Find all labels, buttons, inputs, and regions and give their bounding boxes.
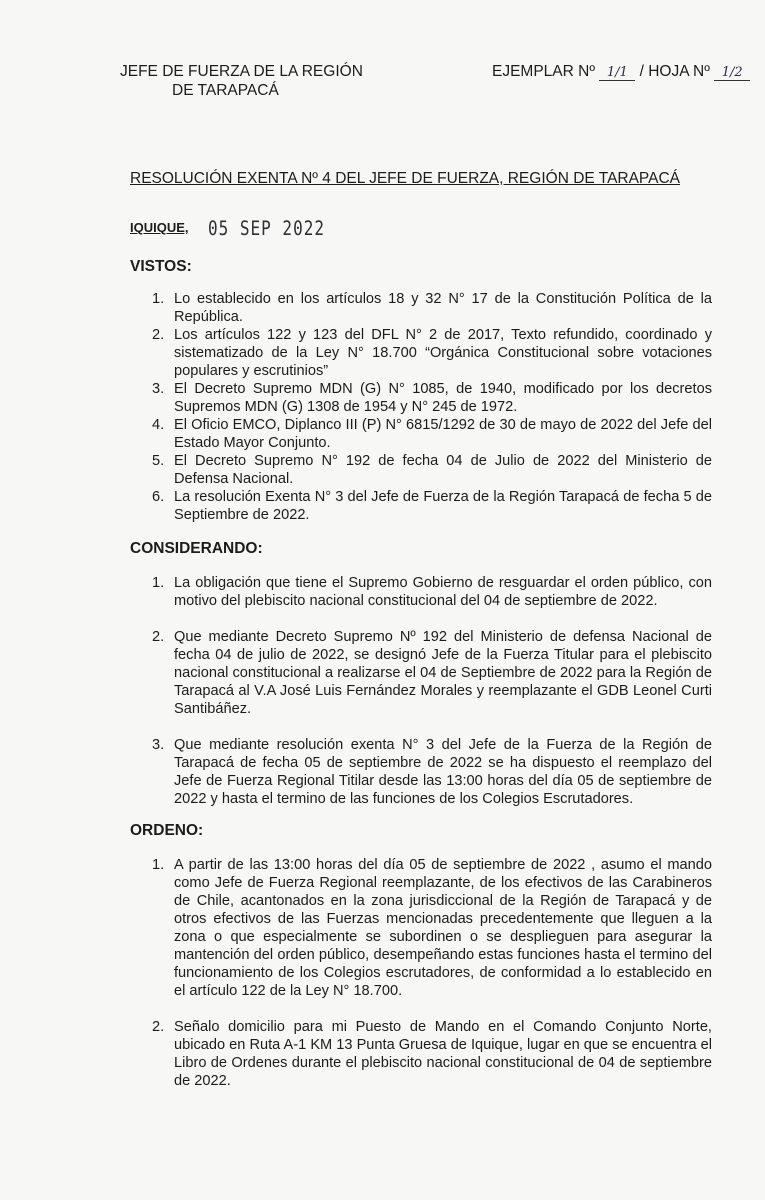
place-label: IQUIQUE,	[130, 220, 189, 235]
item-text: Los artículos 122 y 123 del DFL N° 2 de 2017, Texto refundido, coordinado y sistematizado de la Ley N° 18.700 “Orgánica Constitucional sobre votaciones populares y escrutinios”	[174, 327, 712, 379]
list-item	[152, 856, 712, 1000]
item-number: 2.	[152, 629, 165, 645]
ordeno-heading: ORDENO:	[130, 822, 204, 839]
ejemplar-label: EJEMPLAR Nº	[492, 63, 595, 80]
item-text: El Decreto Supremo MDN (G) N° 1085, de 1940, modificado por los decretos Supremos MDN (G) 1308 de 1954 y N° 245 de 1972.	[174, 381, 712, 415]
item-number: 3.	[152, 381, 165, 397]
item-text: Que mediante resolución exenta N° 3 del Jefe de la Fuerza de la Región de Tarapacá de fecha 05 de septiembre de 2022 se ha dispuesto el reemplazo del Jefe de Fuerza Regional Titilar desde las 13:00 horas del día 05 de septiembre de 2022 y hasta el termino de las funciones de los Colegios Escrutadores.	[174, 737, 712, 807]
vistos-list	[152, 290, 712, 524]
issuer-line-1: JEFE DE FUERZA DE LA REGIÓN	[120, 63, 363, 80]
considerando-heading: CONSIDERANDO:	[130, 540, 263, 557]
copy-sheet-header	[492, 62, 750, 81]
item-text: Señalo domicilio para mi Puesto de Mando en el Comando Conjunto Norte, ubicado en Ruta A-1 KM 13 Punta Gruesa de Iquique, lugar en que se encuentra el Libro de Ordenes durante el plebiscito nacional constitucional de 04 de septiembre de 2022.	[174, 1019, 712, 1089]
issuer-header	[120, 62, 363, 100]
date-stamp: 05 SEP 2022	[208, 217, 325, 240]
list-item	[152, 488, 712, 524]
item-text: El Decreto Supremo N° 192 de fecha 04 de Julio de 2022 del Ministerio de Defensa Nacional.	[174, 453, 712, 487]
hoja-label: / HOJA Nº	[639, 63, 710, 80]
issuer-line-2: DE TARAPACÁ	[172, 82, 279, 99]
item-text: Lo establecido en los artículos 18 y 32 N° 17 de la Constitución Política de la República.	[174, 291, 712, 325]
considerando-list	[152, 574, 712, 826]
item-number: 2.	[152, 327, 165, 343]
item-number: 4.	[152, 417, 165, 433]
ordeno-list	[152, 856, 712, 1108]
item-text: El Oficio EMCO, Diplanco III (P) N° 6815/1292 de 30 de mayo de 2022 del Jefe del Estado Mayor Conjunto.	[174, 417, 712, 451]
item-number: 5.	[152, 453, 165, 469]
list-item	[152, 290, 712, 326]
list-item	[152, 574, 712, 610]
list-item	[152, 326, 712, 380]
item-text: La resolución Exenta N° 3 del Jefe de Fuerza de la Región Tarapacá de fecha 5 de Septiembre de 2022.	[174, 489, 712, 523]
resolution-title: RESOLUCIÓN EXENTA Nº 4 DEL JEFE DE FUERZA, REGIÓN DE TARAPACÁ	[130, 170, 680, 187]
item-text: Que mediante Decreto Supremo Nº 192 del Ministerio de defensa Nacional de fecha 04 de julio de 2022, se designó Jefe de la Fuerza Titular para el plebiscito nacional constitucional a realizarse el 04 de Septiembre de 2022 para la Región de Tarapacá al V.A José Luis Fernández Morales y reemplazante el GDB Leonel Curti Santibáñez.	[174, 629, 712, 717]
item-number: 2.	[152, 1019, 165, 1035]
list-item	[152, 380, 712, 416]
item-number: 1.	[152, 857, 165, 873]
list-item	[152, 736, 712, 808]
list-item	[152, 1018, 712, 1090]
item-number: 1.	[152, 291, 165, 307]
hoja-value: 1/2	[714, 66, 750, 81]
item-text: A partir de las 13:00 horas del día 05 de septiembre de 2022 , asumo el mando como Jefe de Fuerza Regional reemplazante, de los efectivos de las Carabineros de Chile, acantonados en la zona jurisdiccional de la Región de Tarapacá y de otros efectivos de las Fuerzas mencionadas precedentemente que lleguen a la zona o que especialmente se subordinen o se desplieguen para asegurar la mantención del orden público, desempeñando estas funciones hasta el termino del funcionamiento de los Colegios escrutadores, de conformidad a lo establecido en el artículo 122 de la Ley N° 18.700.	[174, 857, 712, 999]
item-text: La obligación que tiene el Supremo Gobierno de resguardar el orden público, con motivo del plebiscito nacional constitucional del 04 de septiembre de 2022.	[174, 575, 712, 609]
ejemplar-value: 1/1	[599, 66, 635, 81]
list-item	[152, 452, 712, 488]
list-item	[152, 416, 712, 452]
vistos-heading: VISTOS:	[130, 258, 192, 275]
item-number: 1.	[152, 575, 165, 591]
list-item	[152, 628, 712, 718]
item-number: 3.	[152, 737, 165, 753]
item-number: 6.	[152, 489, 165, 505]
